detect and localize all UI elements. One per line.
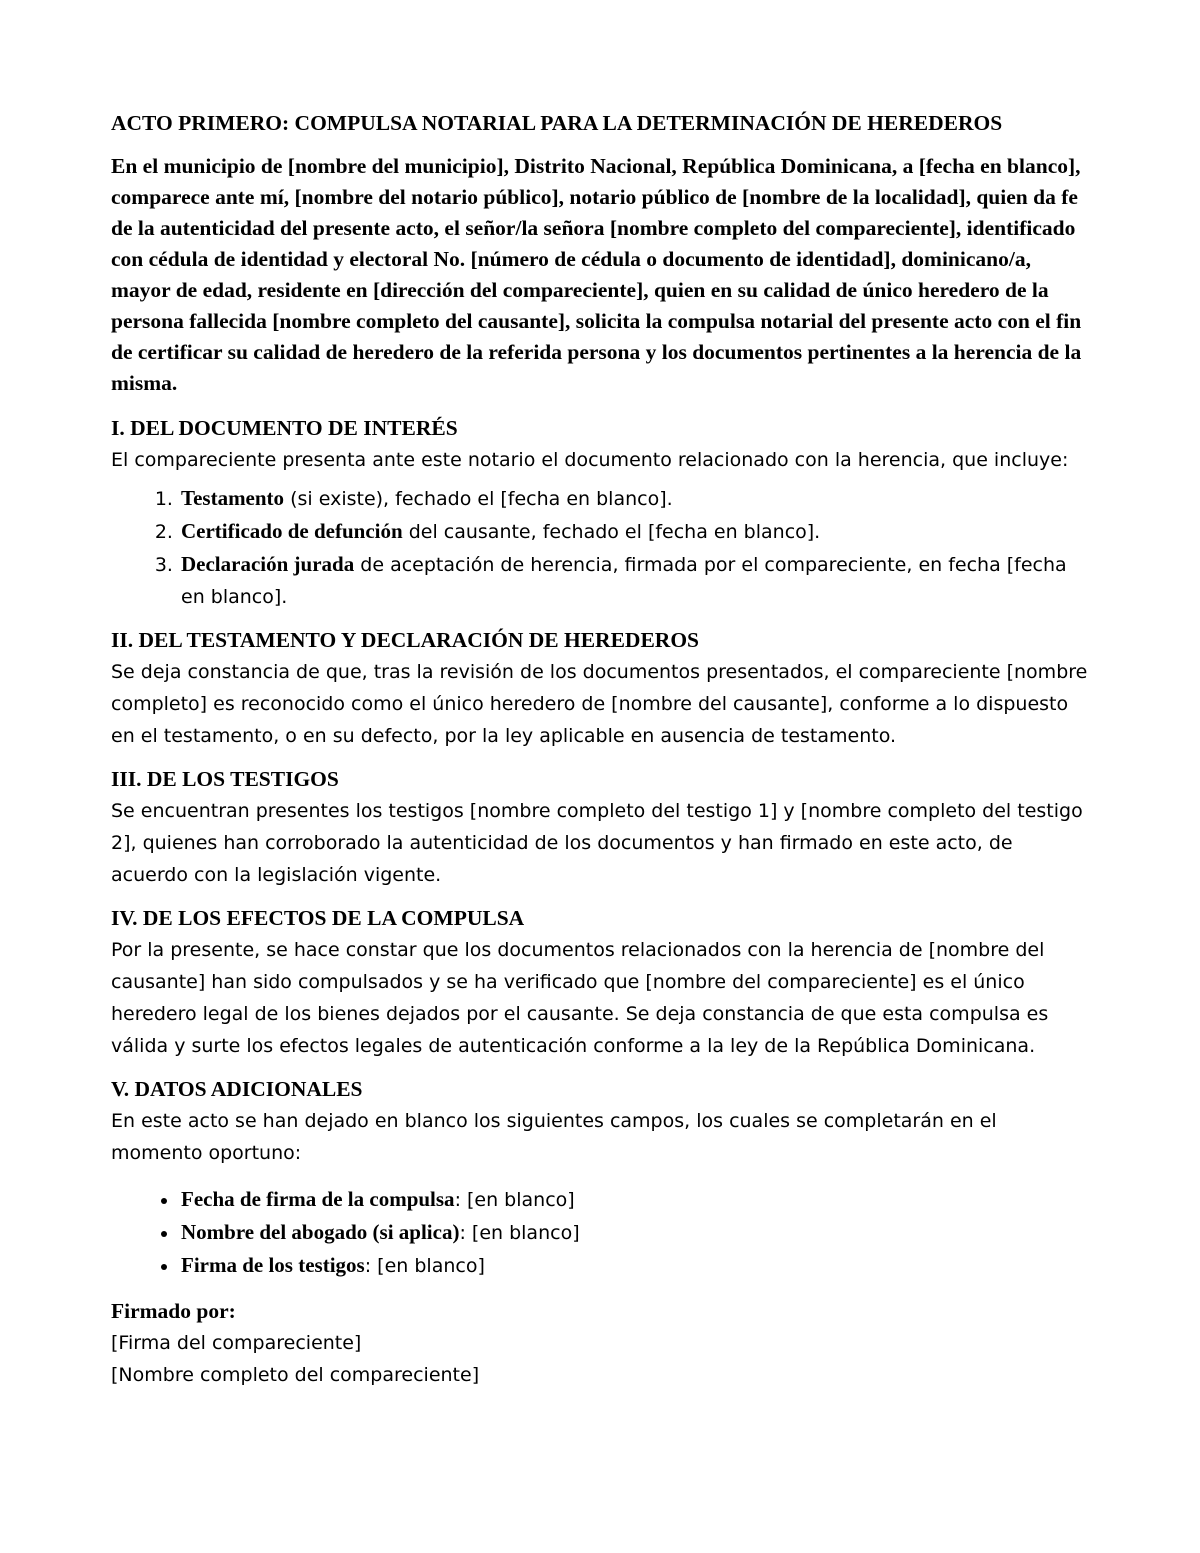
list-item <box>179 1183 1091 1216</box>
signature-line: [Firma del compareciente] <box>111 1332 362 1354</box>
list-item <box>179 1216 1091 1249</box>
section-text: Por la presente, se hace constar que los documentos relacionados con la herencia de [nombre del causante] han sido compulsados y se ha verificado que [nombre del compareciente] es el único heredero legal de los bienes dejados por el causante. Se deja constancia de que esta compulsa es válida y surte los efectos legales de autenticación conforme a la ley de la República Dominicana. <box>111 939 1049 1057</box>
section-heading: V. DATOS ADICIONALES <box>111 1077 363 1101</box>
item-text: de aceptación de herencia, firmada por el compareciente, en fecha [fecha en blanco]. <box>181 554 1067 608</box>
item-bold-label: Fecha de firma de la compulsa <box>181 1187 455 1211</box>
section-heading: II. DEL TESTAMENTO Y DECLARACIÓN DE HEREDEROS <box>111 628 699 652</box>
document-page <box>111 108 1091 1391</box>
section-heading: III. DE LOS TESTIGOS <box>111 767 339 791</box>
list-item <box>179 515 1091 548</box>
signature-block <box>111 1296 1091 1391</box>
section-efectos-compulsa <box>111 903 1091 1062</box>
list-item <box>179 548 1091 613</box>
item-text: : [en blanco] <box>459 1222 580 1244</box>
item-text: (si existe), fechado el [fecha en blanco]. <box>284 488 673 510</box>
item-text: del causante, fechado el [fecha en blanco]. <box>402 521 821 543</box>
signature-heading: Firmado por: <box>111 1299 236 1323</box>
section-heading: IV. DE LOS EFECTOS DE LA COMPULSA <box>111 906 525 930</box>
item-bold-label: Firma de los testigos <box>181 1253 365 1277</box>
document-title: ACTO PRIMERO: COMPULSA NOTARIAL PARA LA DETERMINACIÓN DE HEREDEROS <box>111 111 1003 135</box>
item-bold-label: Testamento <box>181 486 285 510</box>
item-text: : [en blanco] <box>364 1255 485 1277</box>
blank-fields-list <box>111 1183 1091 1282</box>
section-testigos <box>111 764 1091 891</box>
section-text: En este acto se han dejado en blanco los siguientes campos, los cuales se completarán en el momento oportuno: <box>111 1110 997 1164</box>
documents-list <box>111 482 1091 613</box>
list-item <box>179 1249 1091 1282</box>
signature-name-line: [Nombre completo del compareciente] <box>111 1364 480 1386</box>
section-testamento-y-declaracion <box>111 625 1091 752</box>
item-text: : [en blanco] <box>454 1189 575 1211</box>
item-bold-label: Certificado de defunción <box>181 519 403 543</box>
section-text: Se encuentran presentes los testigos [nombre completo del testigo 1] y [nombre completo del testigo 2], quienes han corroborado la autenticidad de los documentos y han firmado en este acto, de acuerdo con la legislación vigente. <box>111 800 1083 886</box>
section-datos-adicionales <box>111 1074 1091 1282</box>
list-item <box>179 482 1091 515</box>
item-bold-label: Nombre del abogado (si aplica) <box>181 1220 460 1244</box>
section-text: Se deja constancia de que, tras la revisión de los documentos presentados, el compareciente [nombre completo] es reconocido como el único heredero de [nombre del causante], conforme a lo dispuesto en el testamento, o en su defecto, por la ley aplicable en ausencia de testamento. <box>111 661 1088 747</box>
section-documento-de-interes <box>111 413 1091 613</box>
section-text: El compareciente presenta ante este notario el documento relacionado con la herencia, que incluye: <box>111 449 1069 471</box>
intro-paragraph: En el municipio de [nombre del municipio], Distrito Nacional, República Dominicana, a [fecha en blanco], comparece ante mí, [nombre del notario público], notario público de [nombre de la localidad], quien da fe de la autenticidad del presente acto, el señor/la señora [nombre completo del compareciente], identificado con cédula de identidad y electoral No. [número de cédula o documento de identidad], dominicano/a, mayor de edad, residente en [dirección del compareciente], quien en su calidad de único heredero de la persona fallecida [nombre completo del causante], solicita la compulsa notarial del presente acto con el fin de certificar su calidad de heredero de la referida persona y los documentos pertinentes a la herencia de la misma. <box>111 154 1082 395</box>
item-bold-label: Declaración jurada <box>181 552 355 576</box>
section-heading: I. DEL DOCUMENTO DE INTERÉS <box>111 416 458 440</box>
